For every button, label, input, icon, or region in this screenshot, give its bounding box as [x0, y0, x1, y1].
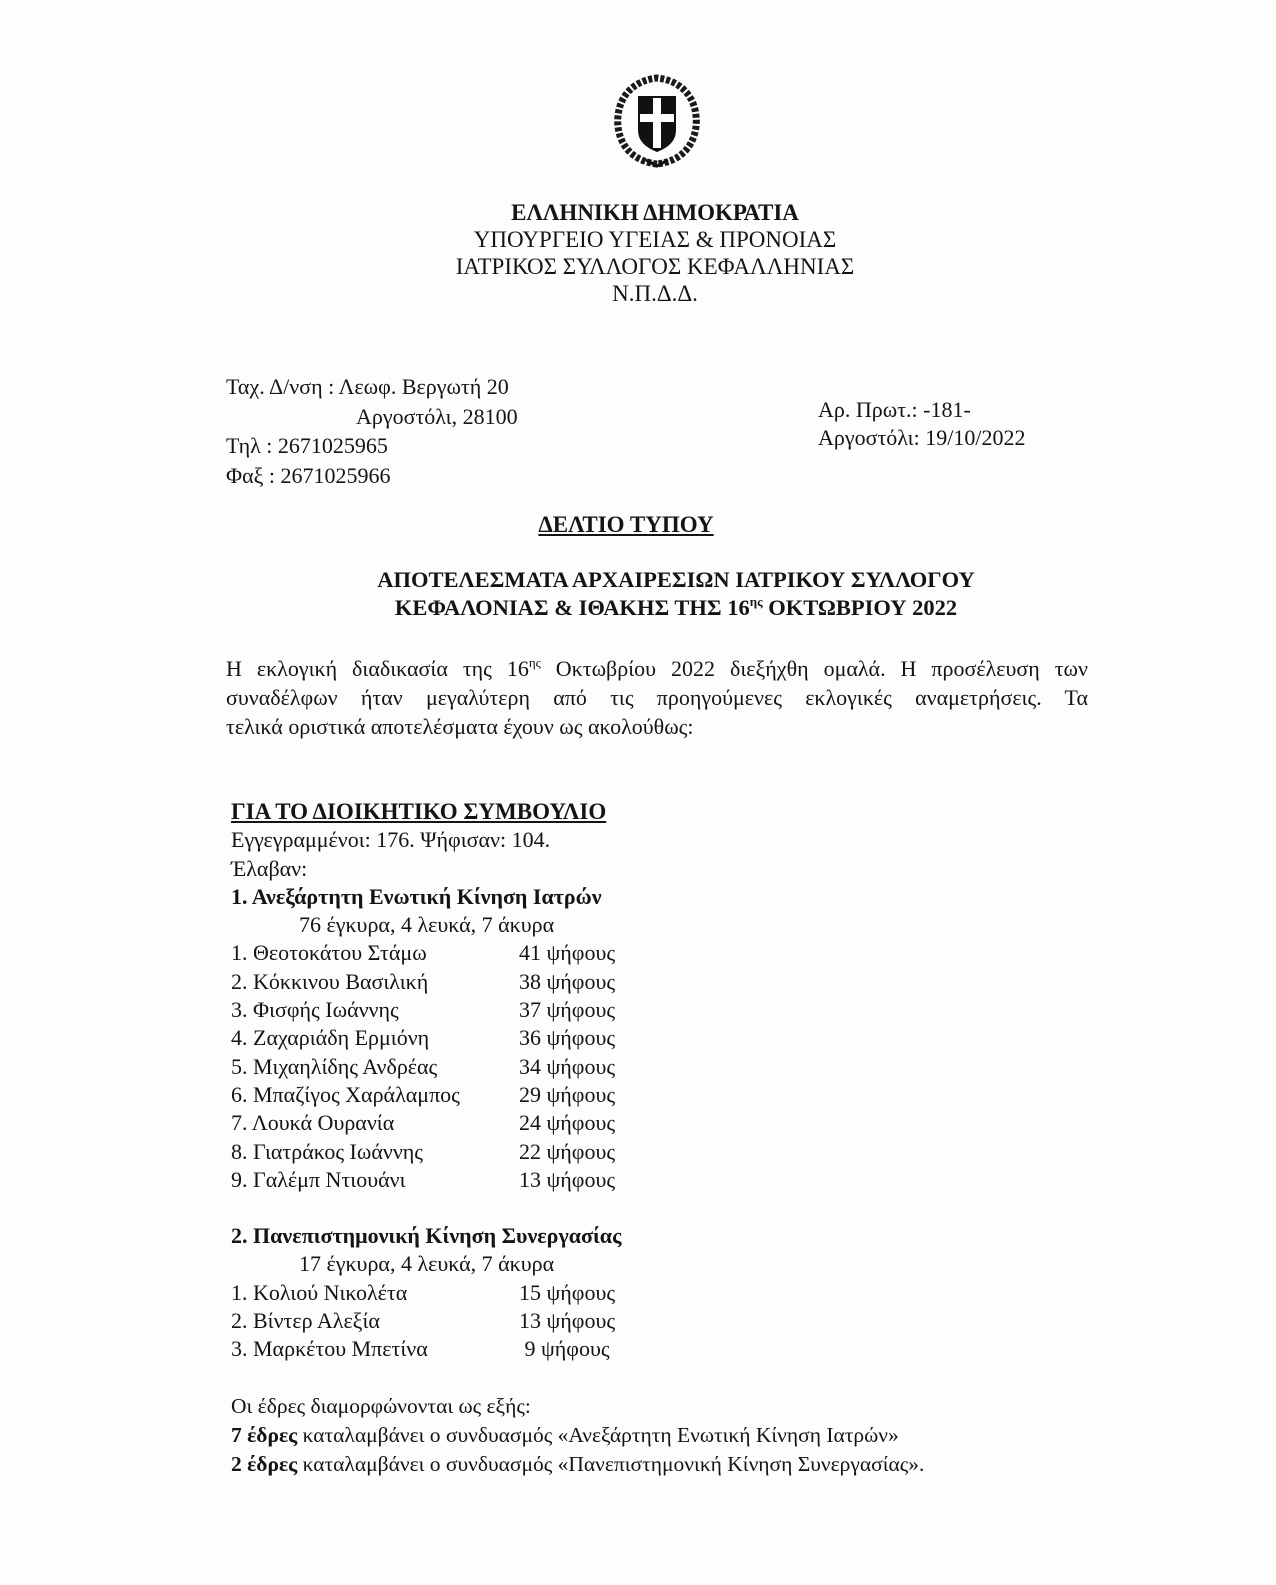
spacer [231, 1194, 621, 1222]
place-date: Αργοστόλι: 19/10/2022 [818, 425, 1026, 450]
seats-count: 7 έδρες [231, 1423, 298, 1447]
candidate-votes: 36 ψήφους [519, 1025, 616, 1051]
seats-row [231, 1421, 924, 1450]
reference-block [818, 396, 1025, 452]
candidate-row [231, 968, 621, 996]
seats-allocation [231, 1392, 924, 1479]
press-release-heading: ΔΕΛΤΙΟ ΤΥΠΟΥ [538, 512, 714, 537]
candidate-row [231, 1109, 621, 1137]
candidate-row [231, 1081, 621, 1109]
title-line-2-month: ΟΚΤΩΒΡΙΟΥ 2022 [762, 595, 958, 620]
intro-line-1-rest: Οκτωβρίου 2022 διεξήχθη ομαλά. Η προσέλευση των [540, 656, 1088, 681]
candidate-votes: 24 ψήφους [519, 1110, 616, 1136]
list-2-title: 2. Πανεπιστημονική Κίνηση Συνεργασίας [231, 1223, 622, 1249]
intro-paragraph [226, 654, 1088, 741]
candidate-votes: 41 ψήφους [519, 940, 616, 966]
candidate-name: 1. Κολιού Νικολέτα [231, 1279, 408, 1305]
candidate-name: 2. Κόκκινου Βασιλική [231, 968, 429, 994]
title-line-2 [0, 594, 1276, 622]
candidate-row [231, 1166, 621, 1194]
seats-intro: Οι έδρες διαμορφώνονται ως εξής: [231, 1394, 531, 1418]
header-country: ΕΛΛΗΝΙΚΗ ΔΗΜΟΚΡΑΤΙΑ [511, 200, 799, 225]
seats-text: καταλαμβάνει ο συνδυασμός «Ανεξάρτητη Ενωτική Κίνηση Ιατρών» [297, 1423, 899, 1447]
seats-row [231, 1450, 924, 1479]
candidate-votes: 9 ψήφους [519, 1336, 610, 1362]
list-1-title: 1. Ανεξάρτητη Ενωτική Κίνηση Ιατρών [231, 883, 602, 909]
header-legal-status: Ν.Π.Δ.Δ. [612, 281, 698, 306]
candidate-name: 8. Γιατράκος Ιωάννης [231, 1138, 423, 1164]
candidate-row [231, 939, 621, 967]
header-association: ΙΑΤΡΙΚΟΣ ΣΥΛΛΟΓΟΣ ΚΕΦΑΛΛΗΝΙΑΣ [455, 254, 855, 279]
address-phone: Τηλ : 2671025965 [226, 433, 388, 458]
candidate-name: 6. Μπαζίγος Χαράλαμπος [231, 1081, 460, 1107]
candidate-row [231, 1024, 621, 1052]
letterhead [0, 199, 1276, 307]
candidate-votes: 13 ψήφους [519, 1308, 616, 1334]
candidate-row [231, 1307, 621, 1335]
candidate-votes: 22 ψήφους [519, 1138, 616, 1164]
seats-count: 2 έδρες [231, 1452, 298, 1476]
candidate-name: 3. Φισφής Ιωάννης [231, 997, 399, 1023]
intro-line-1 [226, 654, 1088, 683]
candidate-row [231, 996, 621, 1024]
candidate-votes: 13 ψήφους [519, 1166, 616, 1192]
document-title [0, 566, 1276, 622]
candidate-name: 5. Μιχαηλίδης Ανδρέας [231, 1053, 438, 1079]
candidate-name: 1. Θεοτοκάτου Στάμω [231, 940, 427, 966]
header-ministry: ΥΠΟΥΡΓΕΙΟ ΥΓΕΙΑΣ & ΠΡΟΝΟΙΑΣ [473, 227, 837, 252]
intro-line-3: τελικά οριστικά αποτελέσματα έχουν ως ακολούθως: [226, 714, 694, 739]
candidate-name: 7. Λουκά Ουρανία [231, 1110, 395, 1136]
board-results-section [231, 798, 621, 1364]
turnout: Εγγεγραμμένοι: 176. Ψήφισαν: 104. [231, 827, 551, 853]
list-1-summary: 76 έγκυρα, 4 λευκά, 7 άκυρα [299, 912, 555, 938]
candidate-name: 9. Γαλέμπ Ντιουάνι [231, 1166, 406, 1192]
candidate-row [231, 1138, 621, 1166]
greek-coat-of-arms-emblem [612, 72, 702, 172]
candidate-votes: 37 ψήφους [519, 997, 616, 1023]
title-ordinal-suffix: ης [749, 594, 763, 609]
candidate-name: 2. Βίντερ Αλεξία [231, 1308, 380, 1334]
candidate-votes: 38 ψήφους [519, 968, 616, 994]
candidate-row [231, 1279, 621, 1307]
list-2-summary: 17 έγκυρα, 4 λευκά, 7 άκυρα [299, 1251, 555, 1277]
board-heading: ΓΙΑ ΤΟ ΔΙΟΙΚΗΤΙΚΟ ΣΥΜΒΟΥΛΙΟ [231, 799, 607, 824]
intro-line-1-text: Η εκλογική διαδικασία της 16 [226, 656, 529, 681]
candidate-row [231, 1335, 621, 1363]
address-city: Αργοστόλι, 28100 [356, 403, 518, 429]
address-street: Ταχ. Δ/νση : Λεωφ. Βεργωτή 20 [226, 374, 509, 399]
candidate-name: 4. Ζαχαριάδη Ερμιόνη [231, 1025, 430, 1051]
address-fax: Φαξ : 2671025966 [226, 462, 391, 488]
seats-text: καταλαμβάνει ο συνδυασμός «Πανεπιστημονική Κίνηση Συνεργασίας». [297, 1452, 925, 1476]
candidate-votes: 34 ψήφους [519, 1053, 616, 1079]
protocol-number: Αρ. Πρωτ.: -181- [818, 397, 971, 422]
candidate-votes: 29 ψήφους [519, 1081, 616, 1107]
intro-line-2: συναδέλφων ήταν μεγαλύτερη από τις προηγούμενες εκλογικές αναμετρήσεις. Τα [226, 685, 1088, 710]
candidate-votes: 15 ψήφους [519, 1279, 616, 1305]
received-label: Έλαβαν: [231, 855, 308, 881]
candidate-name: 3. Μαρκέτου Μπετίνα [231, 1336, 428, 1362]
title-line-1: ΑΠΟΤΕΛΕΣΜΑΤΑ ΑΡΧΑΙΡΕΣΙΩΝ ΙΑΤΡΙΚΟΥ ΣΥΛΛΟΓΟΥ [377, 567, 975, 592]
candidate-row [231, 1053, 621, 1081]
address-block [226, 372, 518, 490]
title-line-2-text: ΚΕΦΑΛΟΝΙΑΣ & ΙΘΑΚΗΣ ΤΗΣ 16 [394, 595, 750, 620]
intro-ordinal-suffix: ης [528, 655, 541, 670]
